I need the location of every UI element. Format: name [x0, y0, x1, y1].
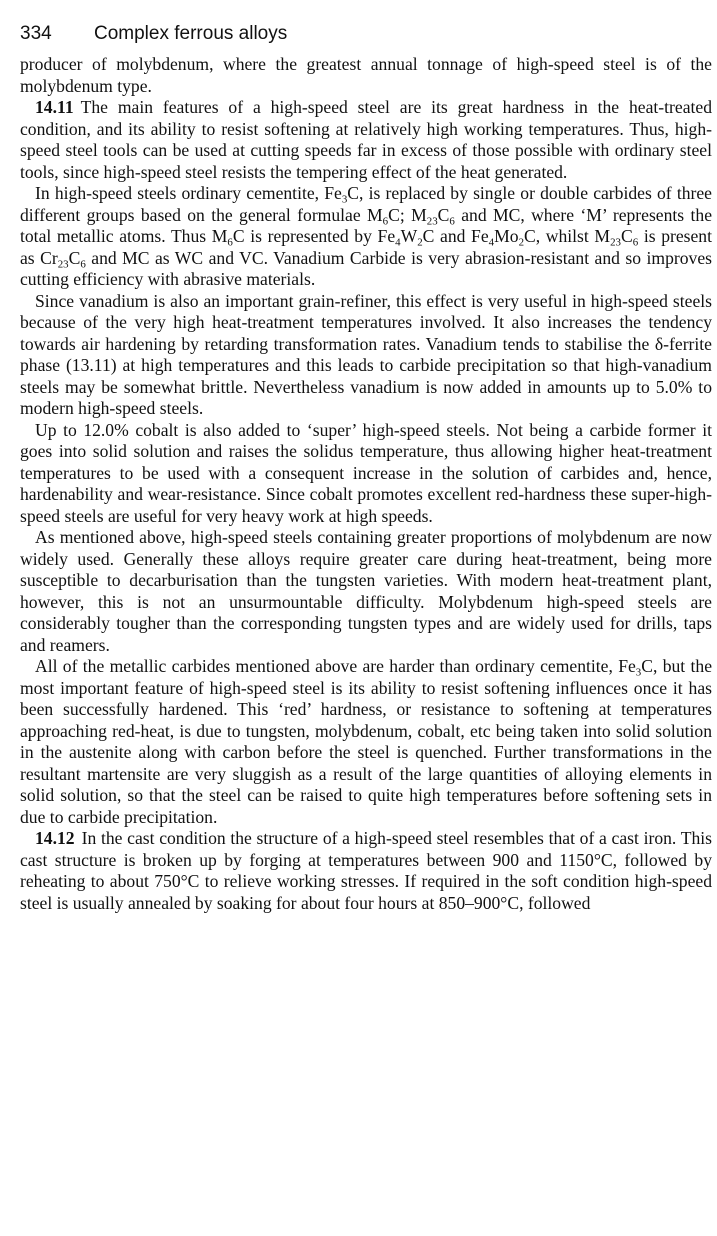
- subscript: 6: [80, 257, 86, 270]
- running-title: Complex ferrous alloys: [94, 23, 288, 44]
- page-number: 334: [20, 23, 52, 44]
- text-run: W: [400, 226, 418, 246]
- paragraph-carbides: [20, 183, 712, 291]
- text-run: C: [437, 204, 450, 225]
- paragraph-cobalt: [20, 420, 712, 528]
- paragraph-text: Up to 12.0% cobalt is also added to ‘super’ high-speed steels. Not being a carbide former it goes into solid solution and raises the solidus temperature, thus allowing higher heat-treatment temperatures to be used with a consequent increase in the solution of carbides and, hence, hardenability and wear-resistance. Since cobalt promotes excellent red-hardness these super-high-speed steels are useful for very heavy work at high speeds.: [20, 419, 712, 526]
- text-run: C, whilst M: [524, 226, 611, 246]
- paragraph-molybdenum: [20, 527, 712, 656]
- subscript: 4: [395, 236, 401, 249]
- text-run: and MC as WC and VC. Vanadium Carbide is very abrasion-resistant and so improves cutting efficiency with abrasive materials.: [20, 247, 712, 289]
- paragraph-vanadium: [20, 291, 712, 420]
- section-number: 14.12: [35, 828, 75, 848]
- paragraph-text: Since vanadium is also an important grain-refiner, this effect is very useful in high-speed steels because of the very high heat-treatment temperatures involved. It also increases the tendency towards air hardening by retarding transformation rates. Vanadium tends to stabilise the δ-ferrite phase (13.11) at high temperatures and this leads to carbide precipitation so that high-vanadium steels may be somewhat brittle. Nevertheless vanadium is now added in amounts up to 5.0% to modern high-speed steels.: [20, 290, 712, 418]
- section-number: 14.11: [35, 97, 74, 117]
- text-run: C, is replaced by single or double carbides of three different groups based on the general formulae M: [20, 183, 712, 225]
- paragraph-14-11: [20, 97, 712, 183]
- text-run: is present as Cr: [20, 226, 712, 268]
- subscript: 4: [488, 236, 495, 249]
- text-run: and MC, where ‘M’ represents the total metallic atoms. Thus M: [20, 204, 712, 246]
- subscript: 6: [449, 214, 455, 227]
- book-page: [20, 22, 712, 914]
- subscript: 23: [426, 214, 438, 227]
- text-run: C; M: [388, 204, 427, 225]
- subscript: 3: [635, 666, 642, 679]
- subscript: 23: [57, 257, 69, 270]
- text-run: In high-speed steels ordinary cementite, Fe: [35, 183, 342, 203]
- running-head: [20, 22, 712, 54]
- text-run: C and Fe: [422, 226, 489, 246]
- paragraph-text: In the cast condition the structure of a high-speed steel resembles that of a cast iron. This cast structure is broken up by forging at temperatures between 900 and 1150°C, followed by reheating to about 750°C to relieve working stresses. If required in the soft condition high-speed steel is usually annealed by soaking for about four hours at 850–900°C, followed: [20, 828, 712, 913]
- subscript: 2: [417, 236, 423, 249]
- paragraph-red-hardness: [20, 656, 712, 828]
- paragraph-text: The main features of a high-speed steel are its great hardness in the heat-treated condition, and its ability to resist softening at relatively high working temperatures. Thus, high-speed steel tools can be used at cutting speeds far in excess of those possible with ordinary steel tools, since high-speed steel resists the tempering effect of the heat generated.: [20, 97, 712, 182]
- text-run: C: [620, 226, 633, 246]
- subscript: 2: [518, 236, 525, 249]
- text-run: C is represented by Fe: [232, 226, 396, 246]
- subscript: 3: [341, 193, 348, 206]
- paragraph-text: producer of molybdenum, where the greatest annual tonnage of high-speed steel is of the molybdenum type.: [20, 54, 712, 96]
- subscript: 6: [227, 236, 233, 249]
- paragraph-text: As mentioned above, high-speed steels containing greater proportions of molybdenum are now widely used. Generally these alloys require greater care during heat-treatment, being more susceptible to decarburisation than the tungsten varieties. With modern heat-treatment plant, however, this is not an unsurmountable difficulty. Molybdenum high-speed steels are considerably tougher than the corresponding tungsten types and are widely used for drills, taps and reamers.: [20, 527, 712, 655]
- subscript: 6: [382, 214, 389, 227]
- paragraph-continued: [20, 54, 712, 97]
- text-run: C, but the most important feature of high-speed steel is its ability to resist softening influences once it has been successfully hardened. This ‘red’ hardness, or resistance to softening at temperatures approaching red-heat, is due to tungsten, molybdenum, cobalt, etc being taken into solid solution in the austenite along with carbon before the steel is quenched. Further transformations in the resultant martensite are very sluggish as a result of the large quantities of alloying elements in solid solution, so that the steel can be raised to quite high temperatures before softening sets in due to carbide precipitation.: [20, 656, 713, 827]
- text-run: C: [68, 247, 81, 268]
- body-text: [20, 54, 712, 914]
- text-run: All of the metallic carbides mentioned above are harder than ordinary cementite, Fe: [35, 656, 636, 676]
- text-run: Mo: [494, 226, 519, 246]
- subscript: 6: [632, 236, 639, 249]
- paragraph-14-12: [20, 828, 712, 914]
- subscript: 23: [610, 236, 621, 249]
